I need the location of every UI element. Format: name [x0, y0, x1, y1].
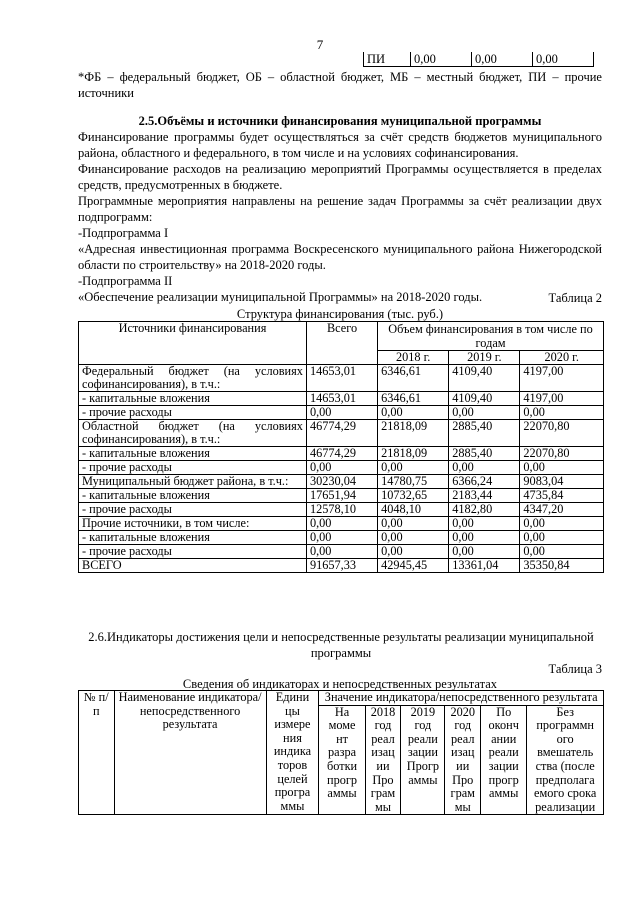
cell-total: 46774,29: [306, 447, 377, 461]
header-col-start: На моме нт разра ботки прогр аммы: [319, 705, 365, 815]
cell-total: 30230,04: [306, 475, 377, 489]
table-header-row: [79, 691, 604, 706]
cell-2020: 22070,80: [520, 420, 604, 447]
cell-2020: 9083,04: [520, 475, 604, 489]
paragraph: Финансирование программы будет осуществляться за счёт средств бюджетов муниципального района, областного и федерального, в том числе и на условиях софинансирования.: [78, 130, 602, 160]
cell-2019: 13361,04: [449, 559, 520, 573]
cell-total: 17651,94: [306, 489, 377, 503]
table-2-caption: Структура финансирования (тыс. руб.): [236, 307, 444, 321]
header-2019: 2019 г.: [449, 351, 520, 365]
paragraph: Программные мероприятия направлены на решение задач Программы за счёт реализации двух подпрограмм:: [78, 194, 602, 224]
table-row: [79, 517, 604, 531]
header-sources: Источники финансирования: [79, 322, 307, 365]
cell-total: 14653,01: [306, 392, 377, 406]
indicators-table: [78, 690, 604, 815]
subprogram-2-label: -Подпрограмма II: [78, 274, 173, 288]
cell-2018: 6346,61: [378, 365, 449, 392]
row-label: - прочие расходы: [79, 406, 307, 420]
cell-2019: 4109,40: [449, 392, 520, 406]
table-row: [79, 406, 604, 420]
table-row: [79, 559, 604, 573]
row-label: - прочие расходы: [79, 545, 307, 559]
cell-2020: 4347,20: [520, 503, 604, 517]
cell-2018: 0,00: [378, 531, 449, 545]
subprogram-1-name: «Адресная инвестиционная программа Воскресенского муниципального района Нижегородской области по строительству» на 2018-2020 годы.: [78, 242, 602, 272]
cell-2019: 2885,40: [449, 447, 520, 461]
table-row: [79, 545, 604, 559]
table-2-label: Таблица 2: [548, 291, 602, 305]
cell-2018: 0,00: [378, 517, 449, 531]
cell-2020: 0,00: [520, 545, 604, 559]
row-label: Федеральный бюджет (на условиях софинансирования), в т.ч.:: [79, 365, 307, 392]
cell-total: 0,00: [306, 531, 377, 545]
header-2018: 2018 г.: [378, 351, 449, 365]
header-volume: Объем финансирования в том числе по годам: [378, 322, 604, 351]
header-unit: Едини цы измере ния индика торов целей програ ммы: [266, 691, 319, 815]
cell-2020: 0,00: [520, 517, 604, 531]
header-2020: 2020 г.: [520, 351, 604, 365]
subprogram-1-label: -Подпрограмма I: [78, 226, 169, 240]
section-2-5-heading: 2.5.Объёмы и источники финансирования муниципальной программы: [138, 114, 542, 128]
header-col-2020: 2020 год реал изац ии Про грам мы: [445, 705, 481, 815]
cell-2019: 0,00: [449, 461, 520, 475]
header-name: Наименование индикатора/ непосредственного результата: [114, 691, 266, 815]
cell-2019: 0,00: [449, 531, 520, 545]
table-row: [364, 52, 594, 67]
table-cell: 0,00: [533, 52, 594, 67]
cell-2020: 4197,00: [520, 392, 604, 406]
table-row: [79, 489, 604, 503]
row-label: Муниципальный бюджет района, в т.ч.:: [79, 475, 307, 489]
header-col-without: Без программн ого вмешатель ства (после предполага емого срока реализации: [527, 705, 604, 815]
cell-2020: 35350,84: [520, 559, 604, 573]
cell-2018: 0,00: [378, 406, 449, 420]
table-cell: ПИ: [364, 52, 411, 67]
row-label: Областной бюджет (на условиях софинансирования), в т.ч.:: [79, 420, 307, 447]
table-row: [79, 461, 604, 475]
table-3-caption: Сведения об индикаторах и непосредственных результатах: [182, 677, 498, 691]
row-label: - капитальные вложения: [79, 489, 307, 503]
section-2-6-heading: 2.6.Индикаторы достижения цели и непосредственные результаты реализации муниципальной программы: [88, 630, 594, 660]
cell-2019: 0,00: [449, 406, 520, 420]
pi-row-table: [363, 52, 594, 67]
cell-2018: 0,00: [378, 545, 449, 559]
cell-2019: 2183,44: [449, 489, 520, 503]
subprogram-2-name: «Обеспечение реализации муниципальной Программы» на 2018-2020 годы.: [78, 290, 483, 304]
cell-2020: 0,00: [520, 531, 604, 545]
paragraph: Финансирование расходов на реализацию мероприятий Программы осуществляется в пределах средств, предусмотренных в бюджете.: [78, 162, 602, 192]
row-label: Прочие источники, в том числе:: [79, 517, 307, 531]
header-col-end: По оконч ании реали зации прогр аммы: [481, 705, 527, 815]
header-value: Значение индикатора/непосредственного результата: [319, 691, 604, 706]
cell-2018: 21818,09: [378, 447, 449, 461]
cell-2020: 0,00: [520, 406, 604, 420]
cell-2019: 4109,40: [449, 365, 520, 392]
cell-2020: 4735,84: [520, 489, 604, 503]
cell-2018: 10732,65: [378, 489, 449, 503]
cell-2019: 0,00: [449, 517, 520, 531]
cell-total: 14653,01: [306, 365, 377, 392]
table-row: [79, 420, 604, 447]
table-row: [79, 475, 604, 489]
row-label: - капитальные вложения: [79, 447, 307, 461]
table-cell: 0,00: [411, 52, 472, 67]
cell-2019: 2885,40: [449, 420, 520, 447]
table-row: [79, 392, 604, 406]
cell-total: 46774,29: [306, 420, 377, 447]
cell-total: 0,00: [306, 406, 377, 420]
cell-2020: 22070,80: [520, 447, 604, 461]
cell-2018: 4048,10: [378, 503, 449, 517]
cell-2018: 0,00: [378, 461, 449, 475]
cell-2019: 4182,80: [449, 503, 520, 517]
row-label: - прочие расходы: [79, 503, 307, 517]
cell-2018: 21818,09: [378, 420, 449, 447]
cell-2020: 0,00: [520, 461, 604, 475]
cell-2020: 4197,00: [520, 365, 604, 392]
header-total: Всего: [306, 322, 377, 365]
cell-total: 0,00: [306, 461, 377, 475]
footnote: *ФБ – федеральный бюджет, ОБ – областной бюджет, МБ – местный бюджет, ПИ – прочие источники: [78, 70, 602, 100]
financing-table: [78, 321, 604, 573]
row-label: ВСЕГО: [79, 559, 307, 573]
cell-2018: 6346,61: [378, 392, 449, 406]
table-row: [79, 503, 604, 517]
table-row: [79, 365, 604, 392]
header-num: № п/п: [79, 691, 115, 815]
cell-2019: 0,00: [449, 545, 520, 559]
table-3-label: Таблица 3: [548, 662, 602, 676]
cell-2019: 6366,24: [449, 475, 520, 489]
row-label: - капитальные вложения: [79, 531, 307, 545]
table-row: [79, 531, 604, 545]
cell-total: 0,00: [306, 545, 377, 559]
cell-total: 12578,10: [306, 503, 377, 517]
row-label: - прочие расходы: [79, 461, 307, 475]
table-header-row: [79, 322, 604, 351]
header-col-2018: 2018 год реал изац ии Про грам мы: [365, 705, 401, 815]
page-number: 7: [316, 37, 324, 52]
row-label: - капитальные вложения: [79, 392, 307, 406]
cell-total: 0,00: [306, 517, 377, 531]
header-col-2019: 2019 год реали зации Прогр аммы: [401, 705, 445, 815]
table-row: [79, 447, 604, 461]
cell-2018: 14780,75: [378, 475, 449, 489]
cell-2018: 42945,45: [378, 559, 449, 573]
cell-total: 91657,33: [306, 559, 377, 573]
table-cell: 0,00: [472, 52, 533, 67]
